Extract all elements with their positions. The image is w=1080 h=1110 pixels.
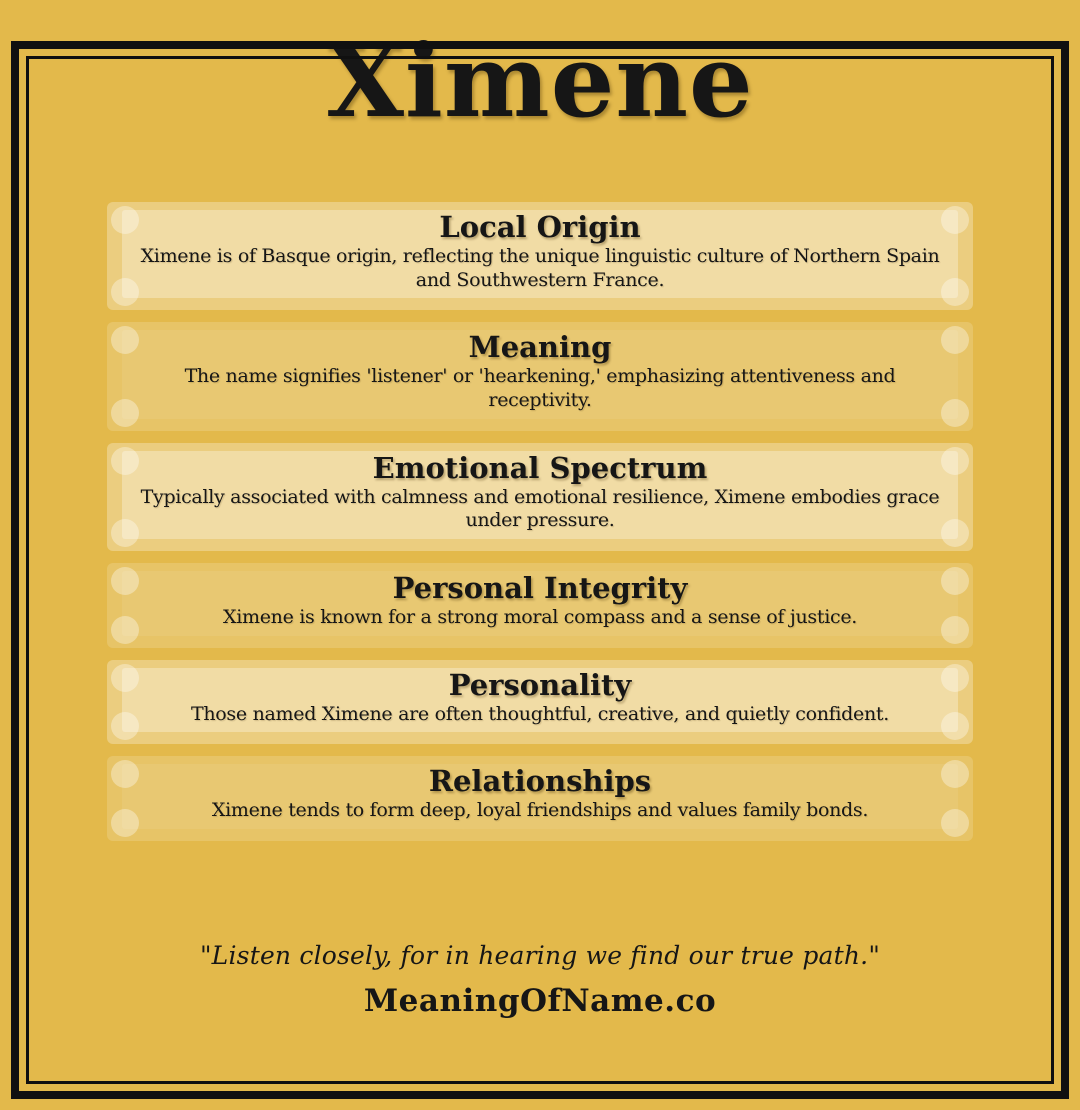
corner-dot-icon [111, 278, 139, 306]
card-personality [107, 660, 973, 745]
corner-dot-icon [111, 567, 139, 595]
name-title: Ximene [326, 22, 754, 140]
card-personal-integrity [107, 563, 973, 648]
corner-dot-icon [941, 760, 969, 788]
card-title: Relationships [428, 764, 652, 799]
corner-dot-icon [941, 278, 969, 306]
corner-dot-icon [941, 447, 969, 475]
corner-dot-icon [111, 399, 139, 427]
corner-dot-icon [941, 206, 969, 234]
card-body [122, 571, 958, 636]
corner-dot-icon [941, 712, 969, 740]
brand-name: MeaningOfName.co [363, 983, 717, 1020]
card-body [122, 210, 958, 298]
corner-dot-icon [111, 519, 139, 547]
corner-dot-icon [941, 326, 969, 354]
corner-dot-icon [941, 664, 969, 692]
card-title: Personality [448, 667, 632, 702]
corner-dot-icon [941, 519, 969, 547]
card-text: Typically associated with calmness and emotional resilience, Ximene embodies grace under pressure. [140, 485, 940, 532]
card-title: Local Origin [439, 210, 641, 244]
corner-dot-icon [111, 206, 139, 234]
corner-dot-icon [111, 809, 139, 837]
corner-dot-icon [941, 616, 969, 644]
card-meaning [107, 322, 973, 430]
card-title: Personal Integrity [392, 571, 688, 606]
card-body [122, 330, 958, 418]
card-text: Ximene is known for a strong moral compass and a sense of justice. [222, 606, 858, 629]
card-body [122, 764, 958, 829]
corner-dot-icon [941, 399, 969, 427]
card-title: Emotional Spectrum [372, 450, 708, 485]
corner-dot-icon [941, 567, 969, 595]
card-text: Those named Ximene are often thoughtful, creative, and quietly confident. [190, 702, 889, 725]
card-relationships [107, 756, 973, 841]
card-text: Ximene is of Basque origin, reflecting the unique linguistic culture of Northern Spain and Southwestern France. [140, 244, 940, 291]
corner-dot-icon [111, 616, 139, 644]
corner-dot-icon [111, 447, 139, 475]
cards-list [107, 202, 973, 841]
card-emotional-spectrum [107, 443, 973, 551]
corner-dot-icon [111, 664, 139, 692]
card-title: Meaning [468, 330, 612, 365]
corner-dot-icon [111, 712, 139, 740]
card-body [122, 668, 958, 733]
card-text: The name signifies 'listener' or 'hearkening,' emphasizing attentiveness and receptivity. [184, 365, 896, 412]
card-text: Ximene tends to form deep, loyal friendships and values family bonds. [211, 799, 869, 822]
card-body [122, 451, 958, 539]
quote-text: "Listen closely, for in hearing we find our true path." [199, 941, 881, 971]
card-local-origin [107, 202, 973, 310]
corner-dot-icon [941, 809, 969, 837]
